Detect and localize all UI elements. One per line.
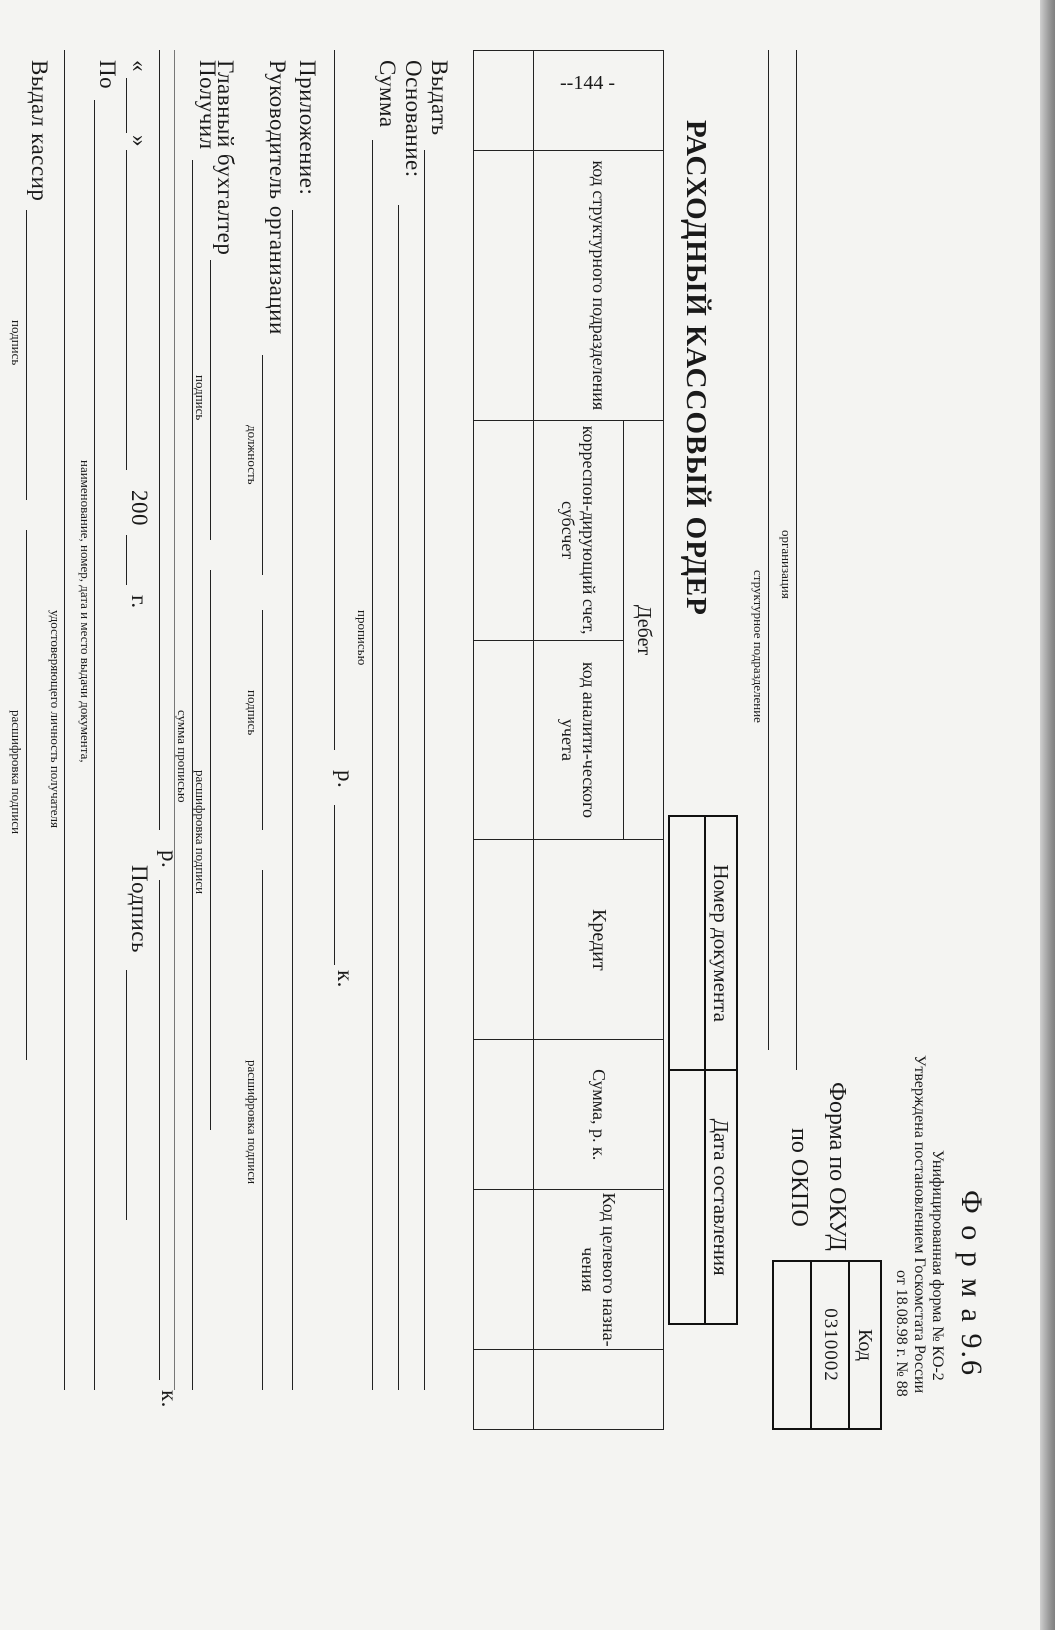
chief-accountant-label: Главный бухгалтер — [213, 60, 238, 256]
approval-date-note: от 18.08.98 г. № 88 — [893, 1270, 910, 1397]
cashier-decoding-line[interactable] — [26, 530, 27, 1060]
col-credit-header: Кредит — [534, 840, 664, 1040]
id-caption: удостоверяющего личность получателя — [48, 610, 63, 829]
code-header: Код — [849, 1261, 881, 1429]
rotated-form-lower — [0, 10, 1020, 1440]
subdivision-caption: структурное подразделение — [751, 570, 766, 723]
received-label: Получил — [195, 60, 220, 150]
okpo-label: по ОКПО — [786, 1128, 812, 1227]
doc-number-header: Номер документа — [705, 816, 737, 1070]
rub-label: р. — [333, 770, 358, 789]
year-suffix: г. — [127, 595, 152, 609]
issue-label: Выдать — [427, 60, 452, 136]
chief-decoding-caption: расшифровка подписи — [193, 770, 208, 895]
day-line[interactable] — [126, 78, 127, 133]
doc-caption: наименование, номер, дата и место выдачи документа, — [78, 460, 93, 763]
position-caption: должность — [245, 425, 260, 485]
quote-open: « — [127, 60, 152, 72]
head-decoding-caption: расшифровка подписи — [245, 1060, 260, 1185]
cashier-signature-caption: подпись — [9, 320, 24, 366]
cashier-decoding-caption: расшифровка подписи — [9, 710, 24, 835]
year-line[interactable] — [126, 535, 127, 585]
col-analytic-header: код аналити-ческого учета — [534, 640, 624, 840]
month-line[interactable] — [126, 150, 127, 470]
okud-code: 0310002 — [811, 1261, 849, 1429]
okud-label: Форма по ОКУД — [824, 1082, 850, 1251]
received-kop-line[interactable] — [159, 880, 160, 1380]
col-corr-account-header: корреспон-дирующий счет, субсчет — [534, 420, 624, 640]
by-line[interactable] — [94, 100, 95, 1390]
amount-words-caption: сумма прописью — [175, 710, 190, 803]
document-title: РАСХОДНЫЙ КАССОВЫЙ ОРДЕР — [680, 120, 712, 616]
unified-form-note: Унифицированная форма № КО-2 — [929, 1150, 946, 1381]
received-line[interactable] — [192, 160, 193, 1390]
head-signature-caption: подпись — [245, 690, 260, 736]
col-purpose-header: Код целевого назна-чения — [534, 1190, 664, 1350]
cashier-signature-line[interactable] — [26, 210, 27, 500]
debit-header: Дебет — [624, 420, 664, 840]
year-prefix: 200 — [127, 490, 152, 526]
quote-close: » — [127, 135, 152, 147]
amount-in-words-caption: прописью — [355, 610, 370, 666]
col-amount-header: Сумма, р. к. — [534, 1040, 664, 1190]
head-label: Руководитель организации — [265, 60, 290, 335]
kop-label: к. — [333, 970, 358, 988]
received-line-2[interactable] — [159, 50, 160, 830]
by-line-2[interactable] — [64, 50, 65, 1390]
receiver-signature-line[interactable] — [126, 970, 127, 1220]
organization-caption: организация — [779, 530, 794, 599]
doc-date-header: Дата составления — [705, 1070, 737, 1324]
received-kop-label: к. — [157, 1390, 182, 1408]
form-title: Ф о р м а 9.6 — [955, 1190, 988, 1378]
received-rub-label: р. — [157, 850, 182, 869]
col-subdivision-header: код структурного подразделения — [534, 150, 664, 420]
page-edge-shadow — [1040, 0, 1055, 1630]
signature-label: Подпись — [127, 865, 152, 953]
by-label: По — [95, 60, 120, 90]
page-number: --144 - — [560, 72, 615, 94]
approved-by-note: Утверждена постановлением Госкомстата России — [911, 1055, 928, 1394]
cashier-label: Выдал кассир — [27, 60, 52, 202]
appendix-label: Приложение: — [295, 60, 320, 196]
amount-label: Сумма — [375, 60, 400, 128]
chief-signature-caption: подпись — [193, 375, 208, 421]
basis-label: Основание: — [401, 60, 426, 178]
